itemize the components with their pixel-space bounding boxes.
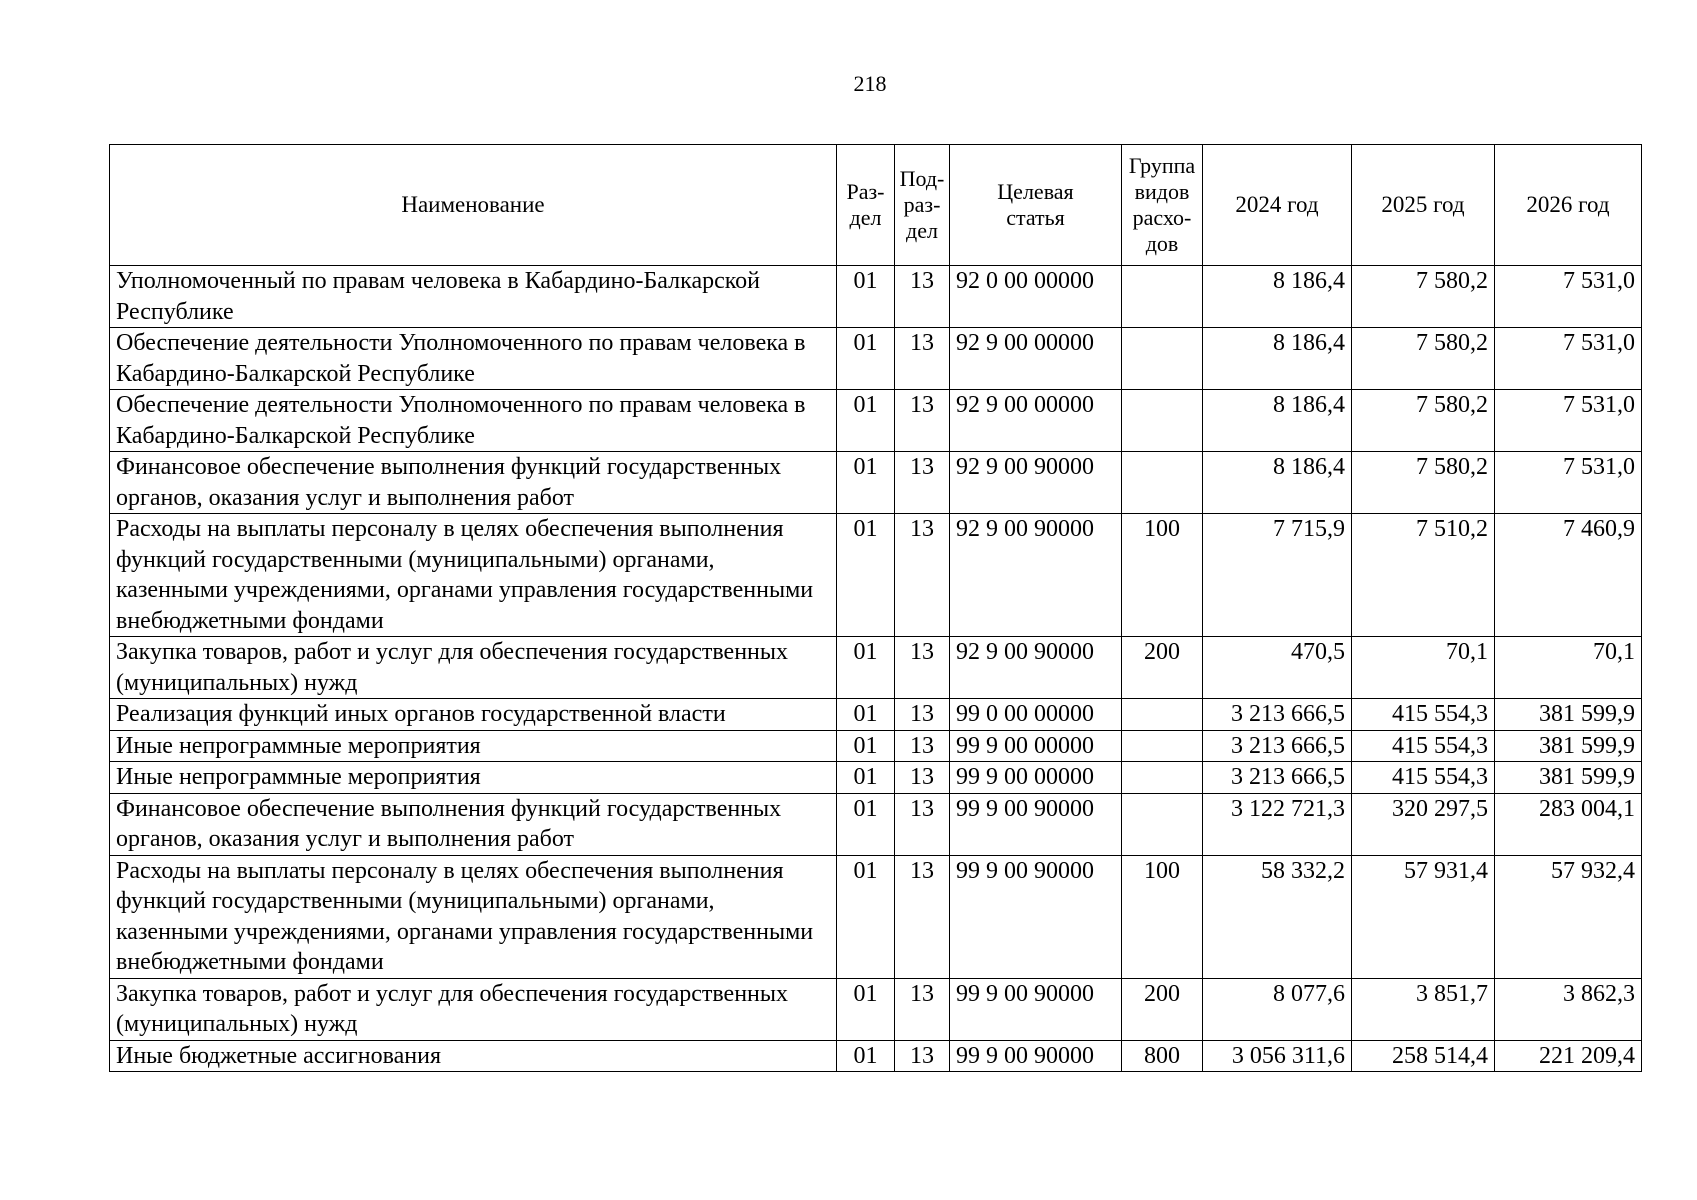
cell-name: Финансовое обеспечение выполнения функций государственных органов, оказания услуг и выполнения работ <box>110 452 837 514</box>
header-target-text: Целевая статья <box>997 179 1074 230</box>
table-row <box>110 793 1642 855</box>
table-row <box>110 1040 1642 1072</box>
cell-razdel: 01 <box>837 762 895 794</box>
header-2025: 2025 год <box>1352 145 1495 266</box>
header-name: Наименование <box>110 145 837 266</box>
cell-razdel: 01 <box>837 452 895 514</box>
cell-group: 200 <box>1122 637 1203 699</box>
cell-2026: 381 599,9 <box>1495 699 1642 731</box>
cell-2025: 258 514,4 <box>1352 1040 1495 1072</box>
cell-name: Финансовое обеспечение выполнения функций государственных органов, оказания услуг и выполнения работ <box>110 793 837 855</box>
cell-podrazdel: 13 <box>895 793 950 855</box>
cell-2024: 3 213 666,5 <box>1203 762 1352 794</box>
header-podrazdel <box>895 145 950 266</box>
cell-2025: 7 580,2 <box>1352 328 1495 390</box>
cell-razdel: 01 <box>837 328 895 390</box>
cell-group <box>1122 793 1203 855</box>
cell-target: 92 0 00 00000 <box>950 266 1122 328</box>
cell-2024: 3 122 721,3 <box>1203 793 1352 855</box>
cell-name: Обеспечение деятельности Уполномоченного по правам человека в Кабардино-Балкарской Республике <box>110 390 837 452</box>
cell-2026: 7 531,0 <box>1495 328 1642 390</box>
header-2026: 2026 год <box>1495 145 1642 266</box>
cell-target: 99 9 00 90000 <box>950 1040 1122 1072</box>
cell-podrazdel: 13 <box>895 328 950 390</box>
cell-podrazdel: 13 <box>895 762 950 794</box>
cell-group: 100 <box>1122 855 1203 978</box>
cell-name: Закупка товаров, работ и услуг для обеспечения государственных (муниципальных) нужд <box>110 978 837 1040</box>
budget-table <box>109 144 1642 1072</box>
cell-2025: 70,1 <box>1352 637 1495 699</box>
table-row <box>110 328 1642 390</box>
header-row <box>110 145 1642 266</box>
cell-podrazdel: 13 <box>895 637 950 699</box>
cell-razdel: 01 <box>837 855 895 978</box>
cell-name: Реализация функций иных органов государственной власти <box>110 699 837 731</box>
cell-name: Иные бюджетные ассигнования <box>110 1040 837 1072</box>
table-row <box>110 978 1642 1040</box>
cell-2026: 7 460,9 <box>1495 514 1642 637</box>
cell-group <box>1122 730 1203 762</box>
cell-name: Иные непрограммные мероприятия <box>110 730 837 762</box>
table-row <box>110 699 1642 731</box>
cell-name: Закупка товаров, работ и услуг для обеспечения государственных (муниципальных) нужд <box>110 637 837 699</box>
cell-2024: 3 213 666,5 <box>1203 730 1352 762</box>
cell-target: 99 9 00 90000 <box>950 855 1122 978</box>
cell-2025: 415 554,3 <box>1352 730 1495 762</box>
cell-2026: 70,1 <box>1495 637 1642 699</box>
cell-2026: 3 862,3 <box>1495 978 1642 1040</box>
cell-podrazdel: 13 <box>895 978 950 1040</box>
cell-name: Иные непрограммные мероприятия <box>110 762 837 794</box>
cell-2024: 8 186,4 <box>1203 452 1352 514</box>
table-row <box>110 855 1642 978</box>
cell-2025: 7 580,2 <box>1352 390 1495 452</box>
cell-group <box>1122 390 1203 452</box>
page-number: 218 <box>853 71 887 96</box>
cell-target: 92 9 00 90000 <box>950 514 1122 637</box>
table-row <box>110 637 1642 699</box>
header-razdel-text: Раз- дел <box>846 179 885 230</box>
cell-razdel: 01 <box>837 390 895 452</box>
table-row <box>110 266 1642 328</box>
cell-2026: 57 932,4 <box>1495 855 1642 978</box>
cell-target: 92 9 00 00000 <box>950 390 1122 452</box>
cell-2026: 381 599,9 <box>1495 762 1642 794</box>
cell-2024: 8 186,4 <box>1203 266 1352 328</box>
cell-2025: 415 554,3 <box>1352 762 1495 794</box>
cell-target: 92 9 00 90000 <box>950 452 1122 514</box>
table-row <box>110 390 1642 452</box>
header-razdel <box>837 145 895 266</box>
header-2024: 2024 год <box>1203 145 1352 266</box>
cell-podrazdel: 13 <box>895 266 950 328</box>
cell-podrazdel: 13 <box>895 514 950 637</box>
cell-name: Уполномоченный по правам человека в Кабардино-Балкарской Республике <box>110 266 837 328</box>
cell-2024: 8 186,4 <box>1203 390 1352 452</box>
cell-group <box>1122 266 1203 328</box>
table-row <box>110 762 1642 794</box>
cell-2024: 3 056 311,6 <box>1203 1040 1352 1072</box>
cell-target: 99 9 00 90000 <box>950 978 1122 1040</box>
table-row <box>110 730 1642 762</box>
cell-razdel: 01 <box>837 1040 895 1072</box>
cell-razdel: 01 <box>837 637 895 699</box>
cell-target: 99 9 00 90000 <box>950 793 1122 855</box>
cell-2024: 470,5 <box>1203 637 1352 699</box>
cell-2026: 7 531,0 <box>1495 390 1642 452</box>
cell-target: 99 0 00 00000 <box>950 699 1122 731</box>
cell-2025: 415 554,3 <box>1352 699 1495 731</box>
cell-2026: 283 004,1 <box>1495 793 1642 855</box>
cell-target: 92 9 00 90000 <box>950 637 1122 699</box>
cell-target: 99 9 00 00000 <box>950 762 1122 794</box>
cell-2025: 7 510,2 <box>1352 514 1495 637</box>
cell-podrazdel: 13 <box>895 699 950 731</box>
header-target <box>950 145 1122 266</box>
cell-2024: 58 332,2 <box>1203 855 1352 978</box>
cell-2024: 3 213 666,5 <box>1203 699 1352 731</box>
cell-2026: 221 209,4 <box>1495 1040 1642 1072</box>
cell-2024: 8 186,4 <box>1203 328 1352 390</box>
cell-podrazdel: 13 <box>895 1040 950 1072</box>
cell-podrazdel: 13 <box>895 390 950 452</box>
cell-name: Обеспечение деятельности Уполномоченного по правам человека в Кабардино-Балкарской Республике <box>110 328 837 390</box>
table-row <box>110 452 1642 514</box>
cell-group: 200 <box>1122 978 1203 1040</box>
cell-razdel: 01 <box>837 514 895 637</box>
cell-razdel: 01 <box>837 730 895 762</box>
cell-podrazdel: 13 <box>895 855 950 978</box>
header-podrazdel-text: Под- раз- дел <box>899 166 945 243</box>
cell-group <box>1122 452 1203 514</box>
cell-razdel: 01 <box>837 978 895 1040</box>
cell-2025: 7 580,2 <box>1352 266 1495 328</box>
table-row <box>110 514 1642 637</box>
cell-2025: 3 851,7 <box>1352 978 1495 1040</box>
cell-podrazdel: 13 <box>895 730 950 762</box>
cell-2025: 57 931,4 <box>1352 855 1495 978</box>
cell-name: Расходы на выплаты персоналу в целях обеспечения выполнения функций государственными (муниципальными) органами, казенными учреждениями, органами управления государственными внебюджетными фондами <box>110 514 837 637</box>
cell-2026: 7 531,0 <box>1495 266 1642 328</box>
cell-podrazdel: 13 <box>895 452 950 514</box>
cell-group <box>1122 699 1203 731</box>
table-body <box>110 266 1642 1072</box>
cell-group <box>1122 762 1203 794</box>
cell-razdel: 01 <box>837 266 895 328</box>
cell-2026: 7 531,0 <box>1495 452 1642 514</box>
cell-2025: 320 297,5 <box>1352 793 1495 855</box>
cell-2024: 8 077,6 <box>1203 978 1352 1040</box>
cell-razdel: 01 <box>837 793 895 855</box>
header-group-text: Группа видов расхо- дов <box>1128 153 1196 256</box>
cell-target: 92 9 00 00000 <box>950 328 1122 390</box>
cell-razdel: 01 <box>837 699 895 731</box>
cell-target: 99 9 00 00000 <box>950 730 1122 762</box>
header-group <box>1122 145 1203 266</box>
cell-group <box>1122 328 1203 390</box>
cell-group: 800 <box>1122 1040 1203 1072</box>
cell-2024: 7 715,9 <box>1203 514 1352 637</box>
cell-group: 100 <box>1122 514 1203 637</box>
cell-2026: 381 599,9 <box>1495 730 1642 762</box>
cell-2025: 7 580,2 <box>1352 452 1495 514</box>
cell-name: Расходы на выплаты персоналу в целях обеспечения выполнения функций государственными (муниципальными) органами, казенными учреждениями, органами управления государственными внебюджетными фондами <box>110 855 837 978</box>
